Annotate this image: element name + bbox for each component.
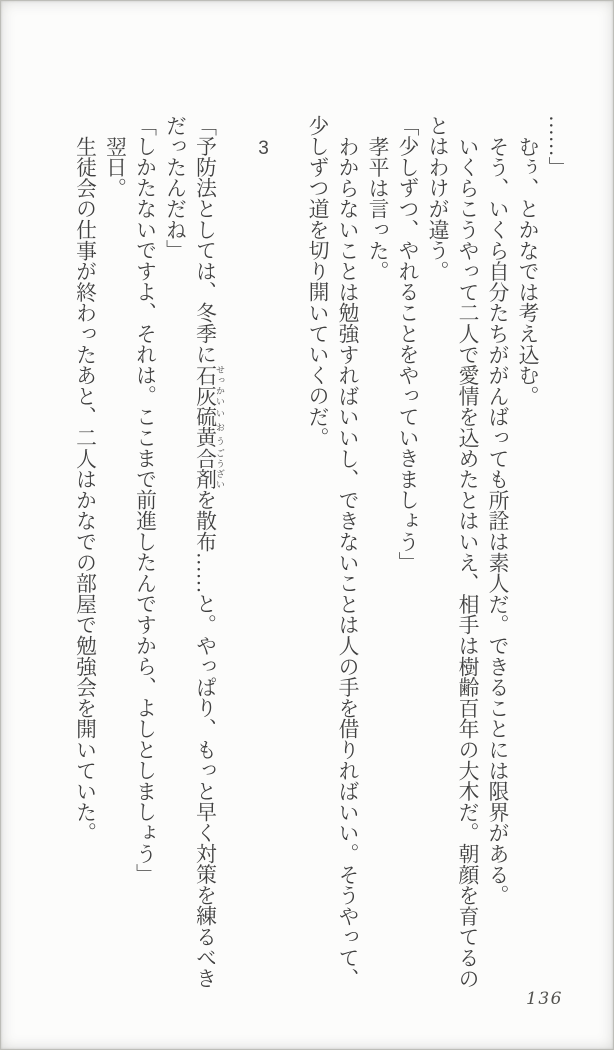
paragraph: 「しかたないですよ、それは。ここまで前進したんですから、よしとしましょう」 xyxy=(132,115,156,885)
paragraph: 生徒会の仕事が終わったあと、二人はかなでの部屋で勉強会を開いていた。 xyxy=(72,135,96,843)
paragraph: わからないことは勉強すればいいし、できないことは人の手を借りればいい。そうやって、少しずつ道を切り開いていくのだ。 xyxy=(305,115,358,989)
section-number: 3 xyxy=(258,139,269,158)
page-number: 136 xyxy=(526,989,563,1009)
paragraph: ……」 xyxy=(545,115,568,178)
paragraph: いくらこうやって二人で愛情を込めたとはいえ、相手は樹齢百年の大木だ。朝顔を育てるのとはわけが違う。 xyxy=(425,115,478,989)
ruby-term: 石灰 せっかい xyxy=(192,364,225,407)
ruby-term: 硫黄 いおう xyxy=(192,406,225,448)
page-text xyxy=(55,115,571,995)
ruby-term: 合剤 ごうざい xyxy=(192,447,225,490)
section-break xyxy=(225,115,301,995)
paragraph: 翌日。 xyxy=(102,135,126,199)
paragraph: むぅ、とかなでは考え込む。 xyxy=(515,135,538,407)
paragraph: そう、いくら自分たちががんばっても所詮は素人だ。できることには限界がある。 xyxy=(485,135,508,906)
paragraph: 「少しずつ、やれることをやっていきましょう」 xyxy=(395,115,418,573)
paragraph: 「予防法としては、冬季に石灰 せっかい硫黄 いおう合剤 ごうざいを散布……と。やっぱり、もっと早く対策を練るべきだったんだね」 xyxy=(162,115,225,989)
paragraph: 孝平は言った。 xyxy=(365,135,388,282)
